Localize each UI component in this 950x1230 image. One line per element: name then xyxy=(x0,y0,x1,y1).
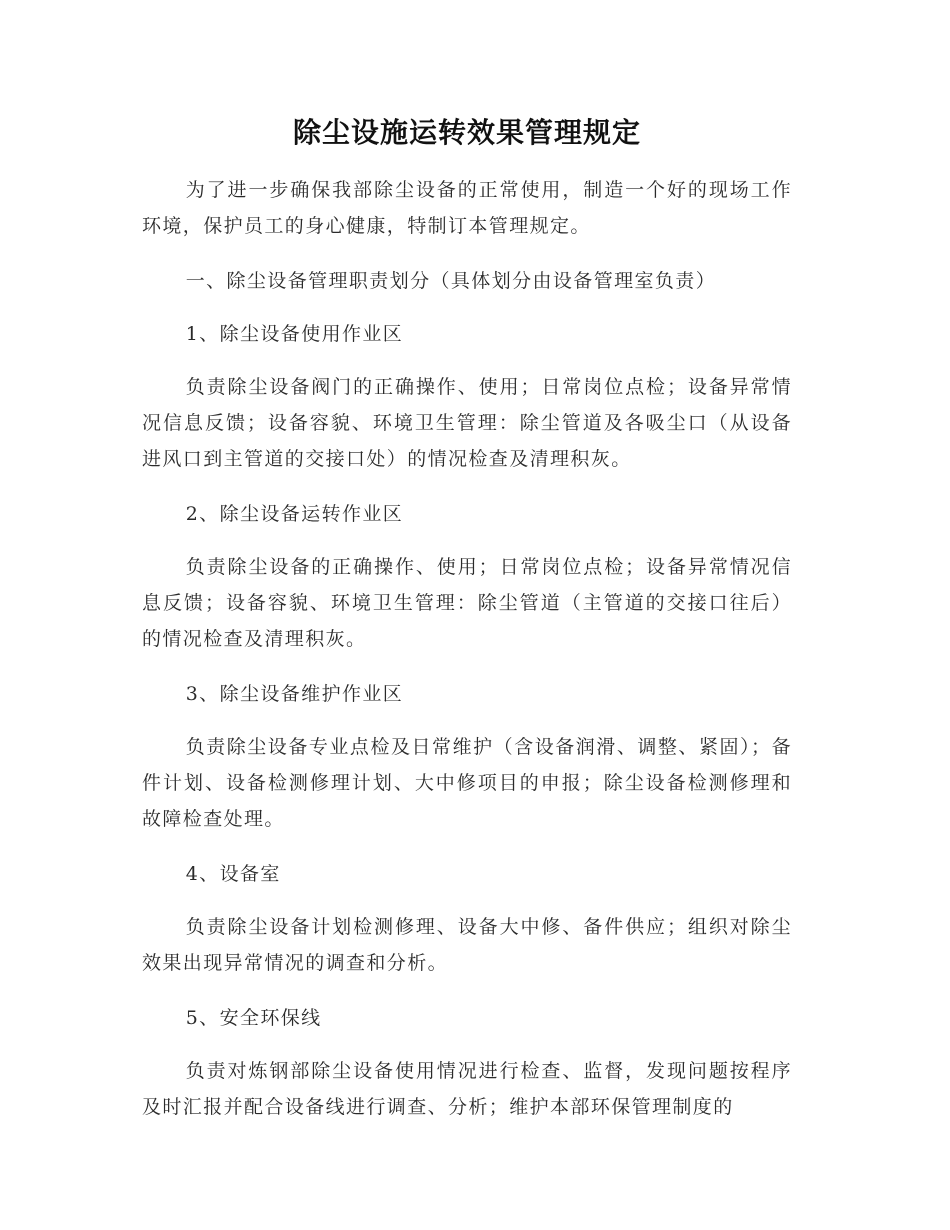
subsection-heading-equipment-office: 4、设备室 xyxy=(185,863,281,885)
subsection-heading-maintenance-area: 3、除尘设备维护作业区 xyxy=(185,683,404,705)
paragraph-equipment-office: 负责除尘设备计划检测修理、设备大中修、备件供应；组织对除尘效果出现异常情况的调查和分析。 xyxy=(142,916,792,974)
subsection-heading-operation-area: 2、除尘设备运转作业区 xyxy=(185,503,404,525)
paragraph-usage-area: 负责除尘设备阀门的正确操作、使用；日常岗位点检；设备异常情况信息反馈；设备容貌、环境卫生管理：除尘管道及各吸尘口（从设备进风口到主管道的交接口处）的情况检查及清理积灰。 xyxy=(142,376,792,470)
paragraph-maintenance-area: 负责除尘设备专业点检及日常维护（含设备润滑、调整、紧固）；备件计划、设备检测修理计划、大中修项目的申报；除尘设备检测修理和故障检查处理。 xyxy=(142,736,792,830)
document-title: 除尘设施运转效果管理规定 xyxy=(292,116,641,149)
paragraph-operation-area: 负责除尘设备的正确操作、使用；日常岗位点检；设备异常情况信息反馈；设备容貌、环境卫生管理：除尘管道（主管道的交接口往后）的情况检查及清理积灰。 xyxy=(142,556,792,650)
subsection-heading-usage-area: 1、除尘设备使用作业区 xyxy=(185,323,404,345)
document-page xyxy=(142,108,792,1144)
section-heading-responsibilities: 一、除尘设备管理职责划分（具体划分由设备管理室负责） xyxy=(185,270,717,292)
subsection-heading-safety-env: 5、安全环保线 xyxy=(185,1007,322,1029)
intro-paragraph: 为了进一步确保我部除尘设备的正常使用，制造一个好的现场工作环境，保护员工的身心健康，特制订本管理规定。 xyxy=(142,179,792,237)
paragraph-safety-env: 负责对炼钢部除尘设备使用情况进行检查、监督，发现问题按程序及时汇报并配合设备线进行调查、分析；维护本部环保管理制度的 xyxy=(142,1060,792,1118)
